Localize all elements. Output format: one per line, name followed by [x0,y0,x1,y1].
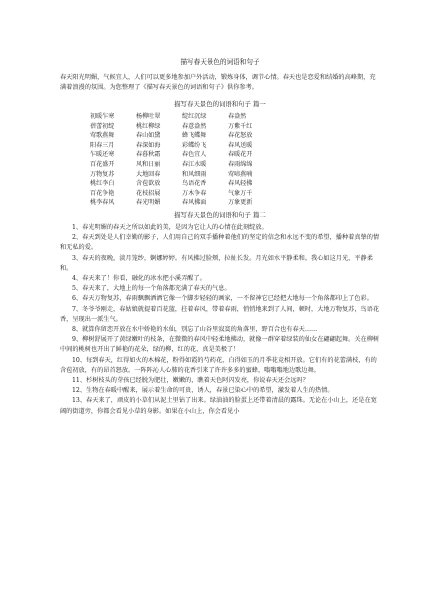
idiom-row [90,189,380,199]
section-heading-2: 描写春天景色的词语和句子 篇二 [174,210,266,219]
sentence-paragraph: 9、柳树舒展开了黄绿嫩叶的枝条，在微微的春风中轻柔地拂动，就像一群穿着绿装的仙女在翩翩起舞。关在柳树中间的桃树也开出了鲜艳的花朵，绿的柳，红的花，真是美极了！ [60,336,380,354]
idiom-item: 莺歌燕舞 [90,132,115,140]
idiom-row [90,179,380,189]
idiom-item: 春暖花开 [228,151,253,159]
idiom-item: 彩蝶纷飞 [182,141,207,149]
idiom-item: 桃红柳绿 [136,122,161,130]
intro-paragraph: 春天阳光明媚，气候宜人，人们可以更多地参加户外活动，锻炼身体，调节心情。春天也是恋爱和结婚的高峰期，充满着浪漫的氛围。为您整理了《描写春天景色的词语和句子》供你参考。 [60,74,376,91]
idiom-item: 春盎然 [228,113,247,120]
sentence-paragraph: 8、就算你留恋开放在水中娇艳的水仙，别忘了山谷里寂寞的角落里，野百合也有春天…… [72,325,318,333]
idiom-item: 春花怒放 [228,132,253,140]
sentence-paragraph: 12、生物在春暖中醒来，展示着生命的可贵，诱人，春景已染心中的希望，激发着人生的热情。 [72,387,334,395]
idiom-row [90,131,380,141]
idiom-item: 蓓蕾初绽 [90,122,115,130]
idiom-item: 春风拂面 [182,199,207,207]
idiom-item: 莺啼燕喃 [228,170,253,178]
idiom-row [90,160,380,170]
idiom-item: 春雨绵绵 [228,160,253,168]
sentence-paragraph: 11、杉树枝头的芽孩已经脱为肥壮，嫩嫩的，瞧着天色阿闪发亮，你说春天还会远吗？ [72,376,309,384]
idiom-item: 百花争艳 [90,189,115,197]
idiom-item: 春光明媚 [136,199,161,207]
idiom-item: 春深如海 [136,141,161,149]
idiom-item: 和风细雨 [182,170,207,178]
idiom-item: 花枝招展 [136,189,161,197]
idiom-item: 春意盎然 [182,122,207,130]
idiom-row [90,170,380,180]
idiom-item: 春暮秋霜 [136,151,161,159]
idiom-item: 鸟语花香 [182,180,207,188]
idiom-item: 春色宜人 [182,151,207,159]
sentence-paragraph: 1、春光明媚的春天之所以如此的美，是因为它让人的心情在此刻绽放。 [72,223,268,231]
idiom-item: 风和日丽 [136,160,161,168]
sentence-list [60,223,380,417]
idiom-item: 春风轻拂 [228,180,253,188]
idiom-item: 乍暖还寒 [90,151,115,159]
idiom-item: 春江水暖 [182,160,207,168]
sentence-paragraph: 7、冬爷爷刚走，春姑娘就提着百花篮，拄着春风，带着春雨，悄悄地来到了人间，顿时，大地万物复苏，鸟语花香，呈现出一派生气。 [60,305,380,323]
section-heading-1: 描写春天景色的词语和句子 篇一 [174,100,266,108]
idiom-item: 气象万千 [228,189,253,197]
idiom-row [90,122,380,132]
idiom-item: 杨柳吐翠 [136,113,161,120]
idiom-item: 春山如黛 [136,132,161,140]
idiom-item: 百花盛开 [90,160,115,168]
idiom-row [90,150,380,160]
idiom-item: 初暖乍寒 [90,113,115,120]
sentence-paragraph: 6、春天万物复苏，春雨飘飘洒洒它像一个脚步轻轻的画家，一不留神它已经把大地每一个角落都印上了色彩。 [72,295,373,303]
idiom-item: 万物复苏 [90,170,115,178]
idiom-item: 桃李春风 [90,199,115,207]
idiom-item: 万象更新 [228,199,253,207]
idiom-item: 万木争春 [182,189,207,197]
idiom-item: 春风送暖 [228,141,253,149]
idiom-list [90,112,380,208]
idiom-item: 含苞欲放 [136,180,161,188]
idiom-item: 阳春三月 [90,141,115,149]
sentence-paragraph: 13、春天来了，顽皮的小草们从泥土里钻了出来。绿油油的脸蛋上还带着清晨的露珠。无论在小山上，还是在宽阔的街道旁，你都会看见小草的身影。如果在小山上，你会看见小 [60,397,377,415]
sentence-paragraph: 2、春天到处是人们幸勤的影子，人们用自己的双手播种着他们的坚定的信念和永远不变的希望，播种着真挚的情和无私的爱。 [60,234,380,252]
idiom-item: 绽红沉绿 [182,113,207,120]
idiom-row [90,198,380,208]
sentence-paragraph: 10、每到春天，红得如火的木棉花，粉得如霞的芍药花，白得如玉的月季花竞相开放。它们有的花蕾满枝，有的含苞初放，有的昂首怒放。一阵阵沁人心肺的花香引来了许许多多的蜜蜂，嗡嗡嗡地边歌边舞。 [60,356,377,374]
idiom-item: 桃红李白 [90,180,115,188]
idiom-row [90,112,380,122]
document-title: 描写春天景色的词语和句子 [180,58,260,66]
idiom-item: 蜂飞蝶舞 [182,132,207,140]
sentence-paragraph: 3、春天的夜晚，淡月笼纱，婀娜婷婷。有风拂过脸颊，拉扯长发。月光如水平静柔和。我心如这月光，平静柔和。 [60,254,373,272]
sentence-paragraph: 5、春天来了，大地上的每一个角落都充满了春天的气息。 [72,285,231,293]
idiom-item: 大地回春 [136,170,161,178]
document-page [60,58,380,417]
idiom-row [90,141,380,151]
sentence-paragraph: 4、春天来了！你看，融化的冰水把小溪弄醒了。 [72,274,206,282]
idiom-item: 万紫千红 [228,122,253,130]
